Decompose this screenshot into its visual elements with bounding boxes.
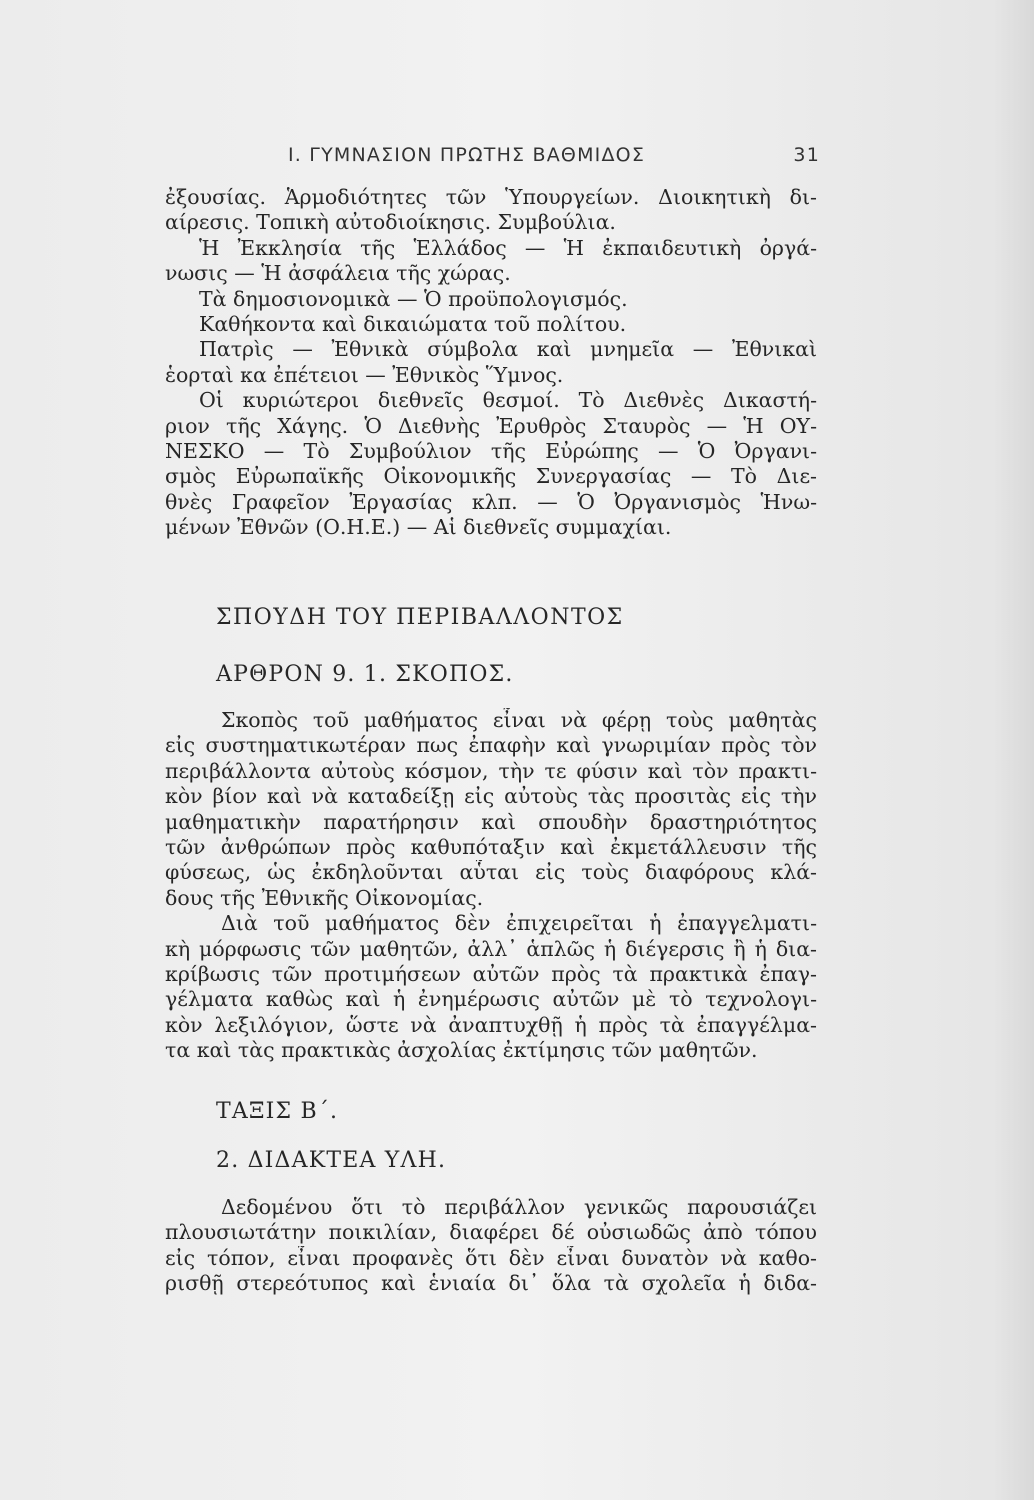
text-line: περιβάλλοντα αὐτοὺς κόσμον, τὴν τε φύσιν καὶ τὸν πρακτι- <box>165 758 817 783</box>
text-line: φύσεως, ὡς ἐκδηλοῦνται αὗται εἰς τοὺς διαφόρους κλά- <box>165 860 817 885</box>
text-line: ρισθῇ στερεότυπος καὶ ἑνιαία δι᾽ ὅλα τὰ σχολεῖα ἡ διδα- <box>165 1271 817 1296</box>
text-line: κρίβωσις τῶν προτιμήσεων αὐτῶν πρὸς τὰ πρακτικὰ ἐπαγ- <box>165 961 817 986</box>
text-line: Καθήκοντα καὶ δικαιώματα τοῦ πολίτου. <box>199 311 627 336</box>
text-line: τῶν ἀνθρώπων πρὸς καθυπόταξιν καὶ ἐκμετάλλευσιν τῆς <box>165 834 817 859</box>
class-title: ΤΑΞΙΣ Β΄. <box>216 1099 339 1124</box>
text-line: γέλματα καθὼς καὶ ἡ ἐνημέρωσις αὐτῶν μὲ τὸ τεχνολογι- <box>165 987 817 1012</box>
text-line: ἑορταὶ κα ἐπέτειοι — Ἐθνικὸς Ὕμνος. <box>165 362 564 387</box>
text-line: εἰς συστηματικωτέραν πως ἐπαφὴν καὶ γνωριμίαν πρὸς τὸν <box>165 733 817 758</box>
material-paragraph <box>165 1195 817 1297</box>
running-header <box>288 144 820 166</box>
page-number: 31 <box>793 144 820 166</box>
text-line: Διὰ τοῦ μαθήματος δὲν ἐπιχειρεῖται ἡ ἐπαγγελματι- <box>221 911 817 936</box>
text-line: Ἡ Ἐκκλησία τῆς Ἑλλάδος — Ἡ ἐκπαιδευτικὴ ὀργά- <box>199 235 817 260</box>
text-line: αίρεσις. Τοπικὴ αὐτοδιοίκησις. Συμβούλια. <box>165 210 616 235</box>
text-line: μένων Ἐθνῶν (Ο.Η.Ε.) — Αἱ διεθνεῖς συμμαχίαι. <box>165 515 672 540</box>
text-line: νωσις — Ἡ ἀσφάλεια τῆς χώρας. <box>165 261 511 286</box>
text-line: κὸν λεξιλόγιον, ὥστε νὰ ἀναπτυχθῇ ἡ πρὸς τὰ ἐπαγγέλμα- <box>165 1012 817 1037</box>
text-line: Τὰ δημοσιονομικὰ — Ὁ προϋπολογισμός. <box>199 286 628 311</box>
text-line: ἐξουσίας. Ἁρμοδιότητες τῶν Ὑπουργείων. Διοικητικὴ δι- <box>165 185 817 209</box>
text-line: Σκοπὸς τοῦ μαθήματος εἶναι νὰ φέρῃ τοὺς μαθητὰς <box>221 708 817 732</box>
text-line: θνὲς Γραφεῖον Ἐργασίας κλπ. — Ὁ Ὀργανισμὸς Ἡνω- <box>165 489 817 514</box>
text-line: κὴ μόρφωσις τῶν μαθητῶν, ἀλλ᾽ ἁπλῶς ἡ διέγερσις ἢ ἡ δια- <box>165 936 817 961</box>
text-line: Πατρὶς — Ἐθνικὰ σύμβολα καὶ μνημεῖα — Ἐθνικαὶ <box>199 337 817 362</box>
text-line: ΝΕΣΚΟ — Τὸ Συμβούλιον τῆς Εὐρώπης — Ὁ Ὀργανι- <box>165 438 817 463</box>
article-title: ΑΡΘΡΟΝ 9. 1. ΣΚΟΠΟΣ. <box>216 662 514 687</box>
section-title: ΣΠΟΥΔΗ ΤΟΥ ΠΕΡΙΒΑΛΛΟΝΤΟΣ <box>216 605 624 630</box>
purpose-paragraphs <box>165 708 817 1063</box>
text-line: σμὸς Εὐρωπαϊκῆς Οἰκονομικῆς Συνεργασίας — Τὸ Διε- <box>165 464 817 489</box>
text-line: εἰς τόπον, εἶναι προφανὲς ὅτι δὲν εἶναι δυνατὸν νὰ καθο- <box>165 1245 817 1270</box>
running-title: I. ΓΥΜΝΑΣΙΟΝ ΠΡΩΤΗΣ ΒΑΘΜΙΔΟΣ <box>288 144 646 166</box>
text-line: Δεδομένου ὅτι τὸ περιβάλλον γενικῶς παρουσιάζει <box>221 1195 817 1219</box>
subsection-title: 2. ΔΙΔΑΚΤΕΑ ΥΛΗ. <box>216 1148 447 1173</box>
text-line: Οἱ κυριώτεροι διεθνεῖς θεσμοί. Τὸ Διεθνὲς Δικαστή- <box>199 388 817 413</box>
text-line: δους τῆς Ἐθνικῆς Οἰκονομίας. <box>165 885 484 910</box>
text-line: μαθηματικὴν παρατήρησιν καὶ σπουδὴν δραστηριότητος <box>165 809 817 834</box>
text-line: πλουσιωτάτην ποικιλίαν, διαφέρει δέ οὐσιωδῶς ἀπὸ τόπου <box>165 1220 817 1245</box>
text-line: κὸν βίον καὶ νὰ καταδείξῃ εἰς αὐτοὺς τὰς προσιτὰς εἰς τὴν <box>165 784 817 809</box>
civics-topics-text <box>165 185 817 540</box>
text-line: ριον τῆς Χάγης. Ὁ Διεθνὴς Ἐρυθρὸς Σταυρὸς — Ἡ ΟΥ- <box>165 413 817 438</box>
text-line: τα καὶ τὰς πρακτικὰς ἀσχολίας ἐκτίμησις τῶν μαθητῶν. <box>165 1038 758 1063</box>
